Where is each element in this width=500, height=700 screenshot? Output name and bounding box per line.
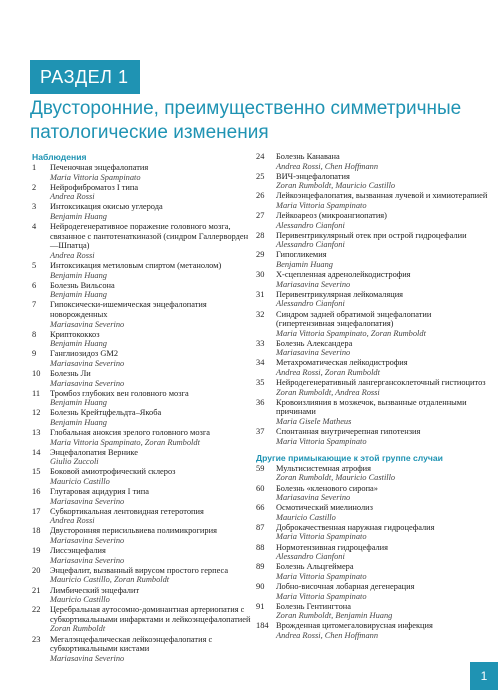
entry-authors: Mauricio Castillo, Zoran Rumboldt xyxy=(50,575,170,585)
entry-body xyxy=(50,635,254,664)
list-item xyxy=(256,250,488,269)
entry-body xyxy=(276,172,488,191)
list-item xyxy=(256,211,488,230)
entry-body xyxy=(50,605,254,634)
entry-number: 87 xyxy=(256,522,265,532)
entry-body xyxy=(276,290,488,309)
entry-title: Болезнь Вильсона xyxy=(50,280,115,290)
entry-title: Нейродегенеративный лангергансоклеточный гистиоцитоз xyxy=(276,378,486,388)
entry-authors: Zoran Rumboldt xyxy=(50,624,106,634)
entry-authors: Alessandro Cianfoni xyxy=(276,299,345,309)
list-item xyxy=(32,369,254,388)
entry-number: 26 xyxy=(256,191,265,201)
entry-title: Лобно-височная лобарная дегенерация xyxy=(276,581,415,591)
entry-title: Боковой амиотрофический склероз xyxy=(50,467,176,477)
entry-authors: Maria Vittoria Spampinato, Zoran Rumboldt xyxy=(276,328,426,338)
entry-body xyxy=(50,349,254,368)
entry-authors: Alessandro Cianfoni xyxy=(276,552,345,562)
entry-body xyxy=(276,250,488,269)
entry-authors: Benjamin Huang xyxy=(50,270,107,280)
entry-title: Мегалэнцефалическая лейкоэнцефалопатия с субкортикальными кистами xyxy=(50,634,213,654)
entry-authors: Mariasavina Severino xyxy=(276,348,351,358)
entry-number: 34 xyxy=(256,358,265,368)
cases-heading: Наблюдения xyxy=(32,152,87,162)
page-number: 1 xyxy=(470,662,498,690)
entry-number: 10 xyxy=(32,368,41,378)
entry-number: 11 xyxy=(32,388,41,398)
list-item xyxy=(256,484,488,503)
entry-body xyxy=(276,602,488,621)
entry-number: 16 xyxy=(32,487,41,497)
entry-number: 89 xyxy=(256,562,265,572)
entry-number: 32 xyxy=(256,309,265,319)
entry-number: 14 xyxy=(32,447,41,457)
entry-authors: Mariasavina Severino xyxy=(50,319,125,329)
entry-number: 9 xyxy=(32,349,37,359)
list-item xyxy=(32,507,254,526)
entry-body xyxy=(276,231,488,250)
entry-authors: Maria Vittoria Spampinato xyxy=(50,172,141,182)
entry-body xyxy=(276,339,488,358)
left-column xyxy=(32,152,254,664)
entry-body xyxy=(276,270,488,289)
entry-number: 30 xyxy=(256,270,265,280)
list-item xyxy=(256,582,488,601)
entry-number: 4 xyxy=(32,222,37,232)
entry-title: Лейкоэнцефалопатия, вызванная лучевой и химиотерапией xyxy=(276,191,488,201)
entry-number: 17 xyxy=(32,506,41,516)
entry-authors: Benjamin Huang xyxy=(50,290,107,300)
entry-number: 20 xyxy=(32,565,41,575)
entry-body xyxy=(276,523,488,542)
entry-title: Болезнь Гентингтона xyxy=(276,601,351,611)
entry-body xyxy=(276,427,488,446)
entry-title: Х-сцепленная адренолейкодистрофия xyxy=(276,270,411,280)
entry-title: Болезнь Канавана xyxy=(276,152,340,161)
list-item xyxy=(32,566,254,585)
entry-authors: Alessandro Cianfoni xyxy=(276,220,345,230)
entry-body xyxy=(50,389,254,408)
entry-title: Энцефалит, вызванный вирусом простого герпеса xyxy=(50,565,229,575)
entry-title: Болезнь «кленового сиропа» xyxy=(276,483,378,493)
entry-number: 28 xyxy=(256,230,265,240)
entry-number: 12 xyxy=(32,408,41,418)
entry-title: Метахроматическая лейкодистрофия xyxy=(276,358,408,368)
entry-body xyxy=(50,487,254,506)
entry-authors: Mariasavina Severino xyxy=(50,358,125,368)
entry-title: Спонтанная внутричерепная гипотензия xyxy=(276,427,421,437)
list-item xyxy=(256,464,488,483)
entry-authors: Maria Gisele Matheus xyxy=(276,417,352,427)
entry-body xyxy=(50,586,254,605)
entry-body xyxy=(276,310,488,339)
entry-body xyxy=(276,152,488,171)
entry-body xyxy=(50,467,254,486)
entry-authors: Benjamin Huang xyxy=(50,211,107,221)
list-item xyxy=(32,281,254,300)
entry-title: Глобальная аноксия зрелого головного мозга xyxy=(50,428,211,438)
entry-title: Нормотензивная гидроцефалия xyxy=(276,542,389,552)
entry-title: Лейкоареоз (микроангиопатия) xyxy=(276,211,387,221)
entry-body xyxy=(50,448,254,467)
list-item xyxy=(32,605,254,634)
entry-body xyxy=(276,484,488,503)
entry-authors: Mauricio Castillo xyxy=(276,512,336,522)
list-item xyxy=(32,408,254,427)
entry-number: 23 xyxy=(32,634,41,644)
entry-number: 33 xyxy=(256,338,265,348)
entry-body xyxy=(276,582,488,601)
entry-number: 66 xyxy=(256,503,265,513)
entry-body xyxy=(276,464,488,483)
list-item xyxy=(32,546,254,565)
entry-number: 1 xyxy=(32,163,37,172)
entry-title: Криптококкоз xyxy=(50,329,100,339)
entry-title: Лимбический энцефалит xyxy=(50,585,140,595)
entry-title: Интоксикация окисью углерода xyxy=(50,202,163,212)
entry-number: 35 xyxy=(256,378,265,388)
entry-body xyxy=(276,398,488,427)
entry-number: 91 xyxy=(256,601,265,611)
entry-title: Субкортикальная лентовидная гетеротопия xyxy=(50,506,204,516)
list-item xyxy=(32,300,254,329)
entry-body xyxy=(50,281,254,300)
list-item xyxy=(256,602,488,621)
entry-authors: Zoran Rumboldt, Mauricio Castillo xyxy=(276,473,396,483)
entry-authors: Andrea Rossi, Chen Hoffmann xyxy=(276,161,379,171)
entry-body xyxy=(50,566,254,585)
entry-authors: Zoran Rumboldt, Mauricio Castillo xyxy=(276,181,396,191)
entry-authors: Mariasavina Severino xyxy=(276,279,351,289)
list-item xyxy=(32,487,254,506)
entry-authors: Andrea Rossi, Zoran Rumboldt xyxy=(276,368,380,378)
entry-authors: Andrea Rossi, Chen Hoffmann xyxy=(276,630,379,640)
entry-authors: Benjamin Huang xyxy=(50,339,107,349)
entry-body xyxy=(276,621,488,640)
list-item xyxy=(256,562,488,581)
entry-title: Синдром задней обратимой энцефалопатии (гипертензивная энцефалопатия) xyxy=(276,309,432,329)
entry-body xyxy=(50,546,254,565)
entry-number: 18 xyxy=(32,526,41,536)
entry-title: Энцефалопатия Вернике xyxy=(50,447,138,457)
entry-title: Гипоксически-ишемическая энцефалопатия новорожденных xyxy=(50,300,207,319)
list-item xyxy=(32,163,254,182)
entry-body xyxy=(276,358,488,377)
entry-title: Осмотический миелинолиз xyxy=(276,503,373,513)
entry-number: 2 xyxy=(32,182,37,192)
list-item xyxy=(256,191,488,210)
entry-body xyxy=(50,163,254,182)
list-item xyxy=(32,349,254,368)
list-item xyxy=(256,290,488,309)
entry-title: Нейрофиброматоз I типа xyxy=(50,182,139,192)
entry-authors: Andrea Rossi xyxy=(50,516,95,526)
entry-number: 37 xyxy=(256,427,265,437)
entry-authors: Benjamin Huang xyxy=(50,398,107,408)
list-item xyxy=(256,523,488,542)
entry-title: Болезнь Крейтцфельдта–Якоба xyxy=(50,408,162,418)
list-item xyxy=(32,586,254,605)
related-heading: Другие примыкающие к этой группе случаи xyxy=(256,452,443,463)
entry-number: 36 xyxy=(256,397,265,407)
entry-authors: Andrea Rossi xyxy=(50,192,95,202)
entry-authors: Mariasavina Severino xyxy=(50,536,125,546)
entry-number: 90 xyxy=(256,581,265,591)
list-item xyxy=(32,202,254,221)
entry-body xyxy=(50,369,254,388)
list-item xyxy=(256,398,488,427)
entry-title: Ганглиозидоз GM2 xyxy=(50,349,119,359)
entry-authors: Mauricio Castillo xyxy=(50,477,110,486)
entry-authors: Zoran Rumboldt, Andrea Rossi xyxy=(276,387,380,397)
entry-authors: Maria Vittoria Spampinato xyxy=(276,571,367,581)
entry-authors: Maria Vittoria Spampinato xyxy=(276,591,367,601)
entry-title: Болезнь Александера xyxy=(276,338,353,348)
entry-authors: Mariasavina Severino xyxy=(50,555,125,565)
entry-body xyxy=(50,183,254,202)
entry-title: Перивентрикулярная лейкомаляция xyxy=(276,289,404,299)
list-item xyxy=(32,448,254,467)
cases-list-continued xyxy=(256,152,488,446)
list-item xyxy=(256,378,488,397)
entry-authors: Maria Vittoria Spampinato xyxy=(276,436,367,446)
entry-body xyxy=(50,222,254,260)
entry-title: Болезнь Ли xyxy=(50,368,91,378)
entry-title: Тромбоз глубоких вен головного мозга xyxy=(50,388,189,398)
entry-number: 13 xyxy=(32,428,41,438)
related-cases-list xyxy=(256,464,488,641)
list-item xyxy=(256,543,488,562)
entry-number: 184 xyxy=(256,621,269,631)
entry-body xyxy=(50,526,254,545)
list-item xyxy=(32,261,254,280)
entry-number: 5 xyxy=(32,260,37,270)
list-item xyxy=(32,183,254,202)
entry-number: 25 xyxy=(256,171,265,181)
entry-body xyxy=(276,191,488,210)
entry-number: 8 xyxy=(32,329,37,339)
entry-title: Врожденная цитомегаловирусная инфекция xyxy=(276,621,433,631)
list-item xyxy=(32,467,254,486)
entry-title: Интоксикация метиловым спиртом (метанолом) xyxy=(50,260,222,270)
entry-authors: Alessandro Cianfoni xyxy=(276,240,345,250)
entry-authors: Mariasavina Severino xyxy=(50,496,125,506)
entry-title: Доброкачественная наружная гидроцефалия xyxy=(276,522,435,532)
entry-number: 15 xyxy=(32,467,41,477)
entry-number: 27 xyxy=(256,211,265,221)
entry-title: Двусторонняя перисильвиева полимикрогирия xyxy=(50,526,217,536)
list-item xyxy=(256,427,488,446)
entry-number: 31 xyxy=(256,289,265,299)
entry-body xyxy=(50,202,254,221)
entry-authors: Benjamin Huang xyxy=(276,260,333,270)
entry-body xyxy=(276,562,488,581)
list-item xyxy=(32,389,254,408)
entry-authors: Benjamin Huang xyxy=(50,417,107,427)
entry-body xyxy=(276,543,488,562)
entry-number: 21 xyxy=(32,585,41,595)
entry-authors: Mariasavina Severino xyxy=(276,493,351,503)
entry-number: 24 xyxy=(256,152,265,161)
entry-body xyxy=(50,300,254,329)
entry-number: 3 xyxy=(32,202,37,212)
entry-authors: Maria Vittoria Spampinato xyxy=(276,200,367,210)
list-item xyxy=(32,330,254,349)
list-item xyxy=(32,428,254,447)
entry-number: 59 xyxy=(256,463,265,473)
list-item xyxy=(256,310,488,339)
entry-title: Печеночная энцефалопатия xyxy=(50,163,149,172)
list-item xyxy=(256,172,488,191)
section-label: РАЗДЕЛ 1 xyxy=(30,60,140,94)
entry-title: Болезнь Альцгеймера xyxy=(276,562,354,572)
entry-title: Нейродегенеративное поражение головного мозга, связанное с пантотенаткиназой (синдром Галлерворден—Шпатца) xyxy=(50,222,249,251)
entry-authors: Mariasavina Severino xyxy=(50,378,125,388)
entry-number: 60 xyxy=(256,483,265,493)
entry-title: Церебральная аутосомно-доминантная артериопатия с субкортикальными инфарктами и лейкоэнцефалопатией xyxy=(50,605,251,624)
entry-title: Глутаровая ацидурия I типа xyxy=(50,487,149,497)
entry-title: Мультисистемная атрофия xyxy=(276,463,372,473)
list-item xyxy=(256,339,488,358)
entry-authors: Maria Vittoria Spampinato xyxy=(276,532,367,542)
entry-body xyxy=(276,503,488,522)
entry-authors: Mariasavina Severino xyxy=(50,653,125,663)
entry-title: Перивентрикулярный отек при острой гидроцефалии xyxy=(276,230,467,240)
list-item xyxy=(256,621,488,640)
list-item xyxy=(32,222,254,260)
entry-body xyxy=(50,261,254,280)
list-item xyxy=(32,526,254,545)
list-item xyxy=(256,503,488,522)
entry-number: 22 xyxy=(32,605,41,615)
list-item xyxy=(256,270,488,289)
entry-number: 6 xyxy=(32,280,37,290)
list-item xyxy=(256,231,488,250)
entry-authors: Andrea Rossi xyxy=(50,250,95,260)
entry-authors: Mauricio Castillo xyxy=(50,595,110,605)
entry-number: 88 xyxy=(256,542,265,552)
entry-body xyxy=(50,408,254,427)
entry-body xyxy=(50,428,254,447)
right-column xyxy=(256,152,488,641)
entry-body xyxy=(50,330,254,349)
entry-title: Лиссэнцефалия xyxy=(50,546,106,556)
entry-authors: Zoran Rumboldt, Benjamin Huang xyxy=(276,611,393,621)
entry-title: Кровоизлияния в мозжечок, вызванные отдаленными причинами xyxy=(276,397,467,417)
entry-body xyxy=(50,507,254,526)
list-item xyxy=(32,635,254,664)
entry-authors: Giulio Zuccoli xyxy=(50,457,99,467)
entry-body xyxy=(276,211,488,230)
cases-list xyxy=(32,163,254,663)
page-title: Двусторонние, преимущественно симметричные патологические изменения xyxy=(30,98,462,143)
entry-number: 7 xyxy=(32,300,37,310)
entry-title: Гипогликемия xyxy=(276,250,327,260)
list-item xyxy=(256,152,488,171)
entry-authors: Maria Vittoria Spampinato, Zoran Rumboldt xyxy=(50,437,200,447)
entry-number: 19 xyxy=(32,546,41,556)
entry-body xyxy=(276,378,488,397)
entry-title: ВИЧ-энцефалопатия xyxy=(276,171,350,181)
list-item xyxy=(256,358,488,377)
entry-number: 29 xyxy=(256,250,265,260)
